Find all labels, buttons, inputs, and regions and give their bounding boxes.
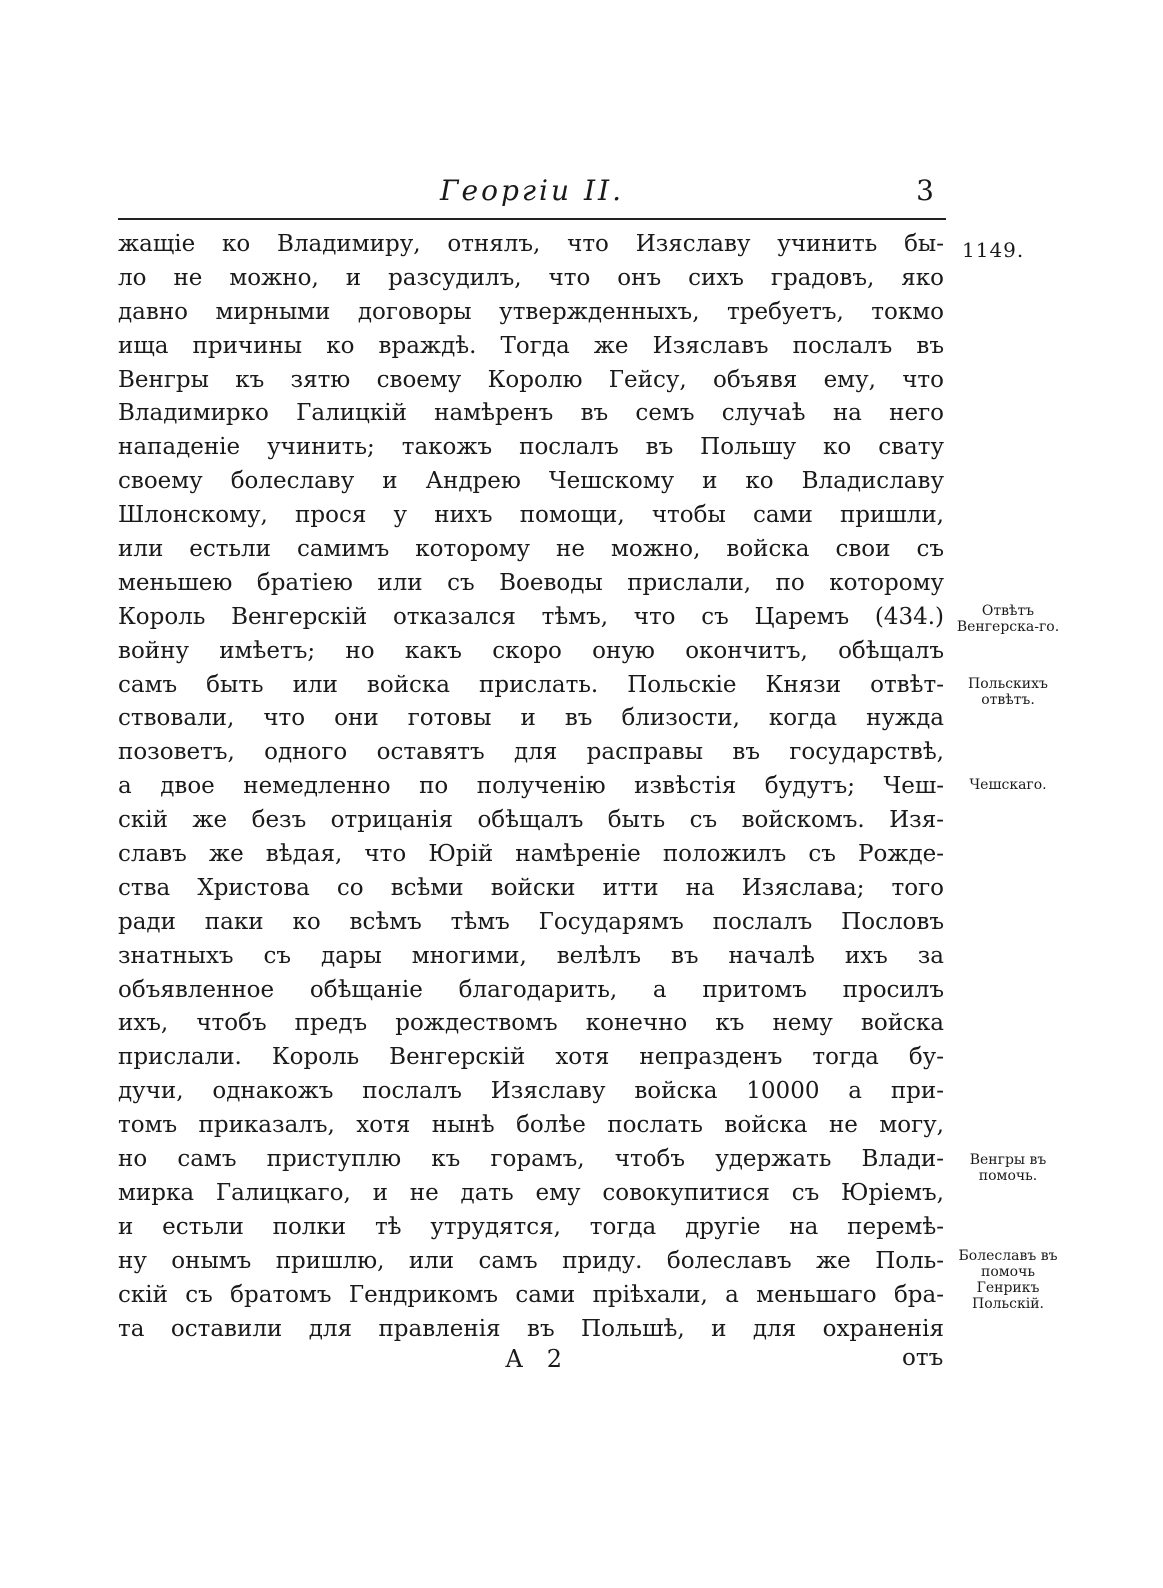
- text-line: нападенiе учинить; такожъ послалъ въ Польшу ко свату: [118, 434, 944, 461]
- text-line: ло не можно, и разсудилъ, что онъ сихъ градовъ, яко: [118, 264, 944, 291]
- margin-note-hungary-help: Венгры въ помочь.: [969, 1152, 1047, 1184]
- running-title: Георгiи II.: [440, 174, 624, 207]
- page-number: 3: [916, 174, 934, 207]
- signature-mark: А 2: [505, 1345, 571, 1373]
- text-line: скiй же безъ отрицанiя обѣщалъ быть съ войскомъ. Изя-: [118, 807, 944, 834]
- text-line: самъ быть или войска прислать. Польскiе Князи отвѣт-: [118, 671, 944, 698]
- text-line: жащiе ко Владимиру, отнялъ, что Изяславу учинить бы-: [118, 231, 944, 257]
- text-line: ну онымъ пришлю, или самъ приду. болеславъ же Поль-: [118, 1247, 944, 1274]
- text-line: знатныхъ съ дары многими, велѣлъ въ началѣ ихъ за: [118, 942, 944, 969]
- text-line: ища причины ко враждѣ. Тогда же Изяславъ послалъ въ: [118, 332, 944, 359]
- text-line: томъ приказалъ, хотя нынѣ болѣе послать войска не могу,: [118, 1112, 944, 1139]
- text-line: своему болеславу и Андрею Чешскому и ко Владиславу: [118, 468, 944, 495]
- text-line: позоветъ, одного оставятъ для расправы въ государствѣ,: [118, 739, 944, 766]
- text-line: прислали. Король Венгерскiй хотя непразденъ тогда бу-: [118, 1044, 944, 1071]
- header-rule: [118, 218, 946, 220]
- margin-note-boleslav-henrik: Болеславъ въ помочь Генрикъ Польскiй.: [958, 1248, 1058, 1312]
- text-line: та оставили для правленiя въ Польшѣ, и для охраненiя: [118, 1315, 944, 1342]
- text-line: войну имѣетъ; но какъ скоро оную окончитъ, обѣщалъ: [118, 637, 944, 664]
- text-line: дучи, однакожъ послалъ Изяславу войска 10000 а при-: [118, 1078, 944, 1105]
- text-line: Владимирко Галицкiй намѣренъ въ семъ случаѣ на него: [118, 400, 944, 427]
- text-line: но самъ приступлю къ горамъ, чтобъ удержать Влади-: [118, 1146, 944, 1173]
- text-line: славъ же вѣдая, что Юрiй намѣренiе положилъ съ Рожде-: [118, 841, 944, 868]
- running-head: [118, 170, 946, 210]
- margin-year: 1149.: [962, 238, 1025, 262]
- text-line: или естьли самимъ которому не можно, войска свои съ: [118, 536, 944, 563]
- catchword: отъ: [902, 1345, 944, 1371]
- text-line: ствовали, что они готовы и въ близости, когда нужда: [118, 705, 944, 732]
- text-line: Шлонскому, прося у нихъ помощи, чтобы сами пришли,: [118, 502, 944, 529]
- text-line: мирка Галицкаго, и не дать ему совокупитися съ Юрiемъ,: [118, 1179, 944, 1206]
- text-line: ихъ, чтобъ предъ рождествомъ конечно къ нему войска: [118, 1010, 944, 1037]
- text-line: Венгры къ зятю своему Королю Гейсу, объявя ему, что: [118, 366, 944, 393]
- text-line: и естьли полки тѣ утрудятся, тогда другiе на перемѣ-: [118, 1213, 944, 1240]
- margin-note-czech: Чешскаго.: [969, 777, 1047, 793]
- body-text: [118, 228, 944, 1346]
- text-line: давно мирными договоры утвержденныхъ, требуетъ, токмо: [118, 298, 944, 325]
- margin-note-hungarian-answer: Отвѣтъ Венгерска-го.: [956, 603, 1060, 635]
- text-line: скiй съ братомъ Гендрикомъ сами прiѣхали, а меньшаго бра-: [118, 1281, 944, 1308]
- text-line: ради паки ко всѣмъ тѣмъ Государямъ послалъ Пословъ: [118, 908, 944, 935]
- text-line: объявленное обѣщанiе благодарить, а притомъ просилъ: [118, 976, 944, 1003]
- text-line: а двое немедленно по полученiю извѣстiя будутъ; Чеш-: [118, 773, 944, 800]
- text-line: меньшею братiею или съ Воеводы прислали, по которому: [118, 569, 944, 596]
- margin-note-polish-answer: Польскихъ отвѣтъ.: [968, 676, 1048, 708]
- text-line: ства Христова со всѣми войски итти на Изяслава; того: [118, 874, 944, 901]
- text-line: Король Венгерскiй отказался тѣмъ, что съ Царемъ (434.): [118, 603, 944, 630]
